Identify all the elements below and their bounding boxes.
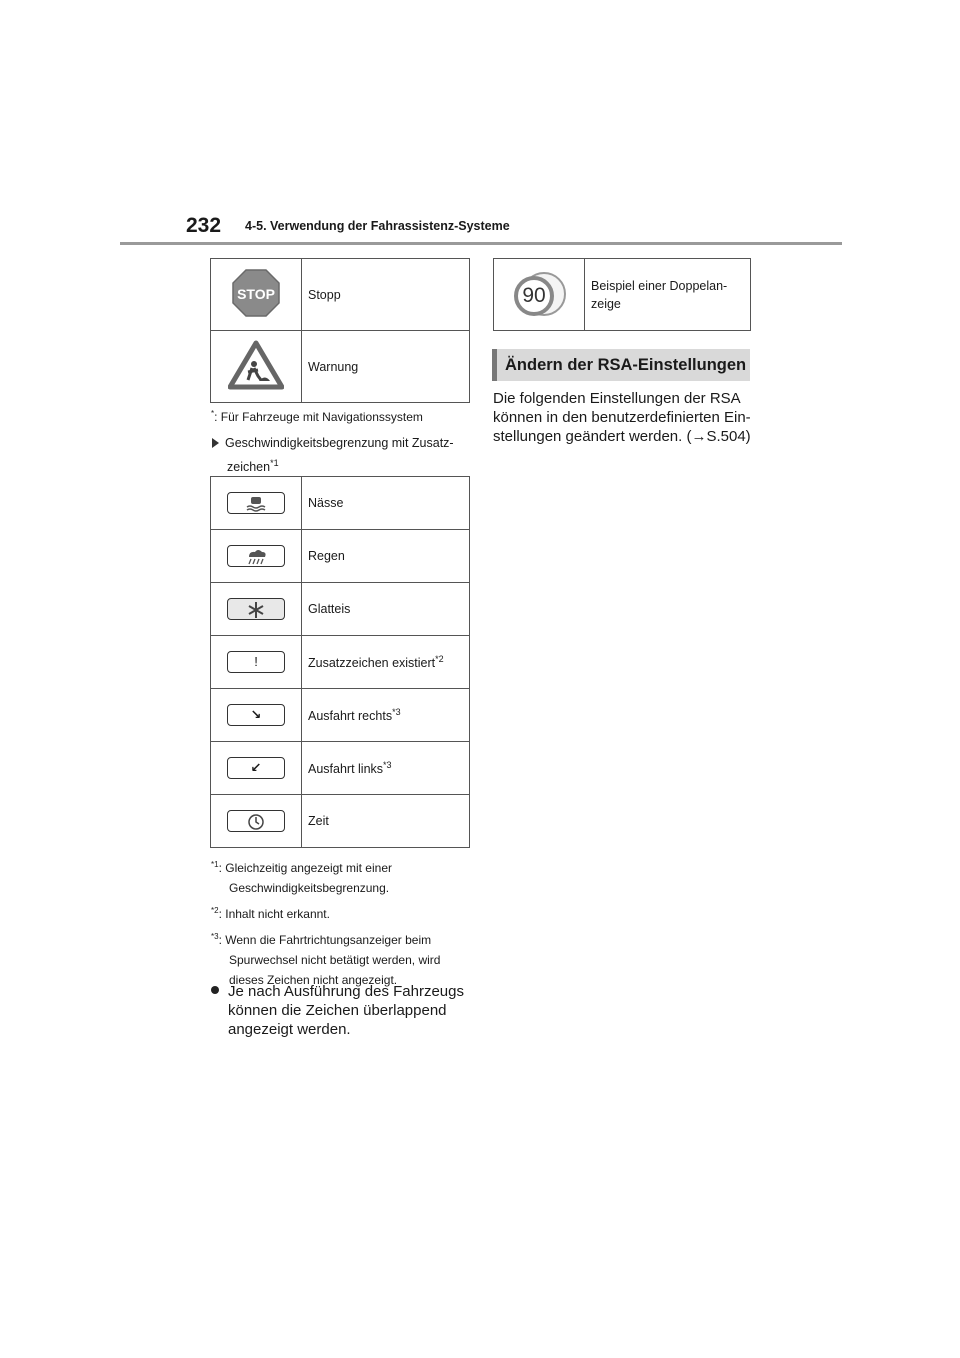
sign-table-right xyxy=(493,258,751,331)
wet-label: Nässe xyxy=(302,477,470,530)
table-row xyxy=(211,689,470,742)
table-row xyxy=(494,259,751,331)
bullet-arrow-icon xyxy=(212,438,219,448)
double-speed-sign-icon xyxy=(514,272,564,318)
note-bullet: Je nach Ausführung des Fahrzeugs können die Zeichen überlappend angezeigt werden. xyxy=(211,982,464,1039)
clock-icon xyxy=(227,810,285,832)
time-label: Zeit xyxy=(302,795,470,848)
bullet-zusatzzeichen xyxy=(212,433,454,477)
warning-label: Warnung xyxy=(302,331,470,403)
table-row xyxy=(211,477,470,530)
bullet-sup: *1 xyxy=(270,458,279,468)
table-row xyxy=(211,795,470,848)
ice-label: Glatteis xyxy=(302,583,470,636)
table-row xyxy=(211,530,470,583)
road-works-icon xyxy=(228,340,284,390)
table-row xyxy=(211,259,470,331)
double-display-label: Beispiel einer Doppelan- zeige xyxy=(585,259,751,331)
table-row xyxy=(211,742,470,795)
svg-text:STOP: STOP xyxy=(237,286,275,302)
page-number: 232 xyxy=(186,214,222,237)
rain-cloud-icon xyxy=(227,545,285,567)
footnote-navigation xyxy=(211,404,423,427)
footnotes xyxy=(211,855,471,990)
bullet-text-line1: Geschwindigkeitsbegrenzung mit Zusatz- xyxy=(225,436,454,450)
footnote-text: : Für Fahrzeuge mit Navigationssystem xyxy=(214,410,423,424)
table-row xyxy=(211,331,470,403)
footnote-2: $^{*2}$: Inhalt nicht erkannt. xyxy=(211,906,330,921)
rain-label: Regen xyxy=(302,530,470,583)
footnote-1: $^{*1}$: Gleichzeitig angezeigt mit einer Geschwindigkeitsbegrenzung. xyxy=(211,860,392,895)
arrow-down-left-icon: ↙ xyxy=(227,757,285,779)
rsa-heading: Ändern der RSA-Einstellungen xyxy=(492,349,750,381)
exclamation-icon: ! xyxy=(227,651,285,673)
wet-road-icon xyxy=(227,492,285,514)
warning-sign-cell xyxy=(211,331,302,403)
table-row xyxy=(211,636,470,689)
bullet-dot-icon xyxy=(211,986,219,994)
speed-value: 90 xyxy=(522,283,546,307)
exit-left-label: Ausfahrt links$^{*3}$ xyxy=(302,742,470,795)
exit-right-label: Ausfahrt rechts$^{*3}$ xyxy=(302,689,470,742)
stop-sign-cell xyxy=(211,259,302,331)
table-row xyxy=(211,583,470,636)
header-divider xyxy=(120,242,842,245)
sign-table-top xyxy=(210,258,470,403)
bullet-text-line2: zeichen xyxy=(227,460,271,475)
additional-sign-label: Zusatzzeichen existiert$^{*2}$ xyxy=(302,636,470,689)
sign-table-zusatz xyxy=(210,476,470,848)
stop-sign-icon xyxy=(231,268,281,318)
stop-label: Stopp xyxy=(302,259,470,331)
footnote-mark: * xyxy=(211,409,215,418)
snowflake-icon xyxy=(227,598,285,620)
rsa-paragraph: Die folgenden Einstellungen der RSA können in den benutzerdefinierten Ein- stellungen geändert werden. (→S.504) xyxy=(493,390,751,445)
arrow-down-right-icon: ↘ xyxy=(227,704,285,726)
footnote-3: $^{*3}$: Wenn die Fahrtrichtungsanzeiger beim Spurwechsel nicht betätigt werden, wird dieses Zeichen nicht angezeigt. xyxy=(211,932,441,987)
section-title: 4-5. Verwendung der Fahrassistenz-Systeme xyxy=(245,219,510,233)
